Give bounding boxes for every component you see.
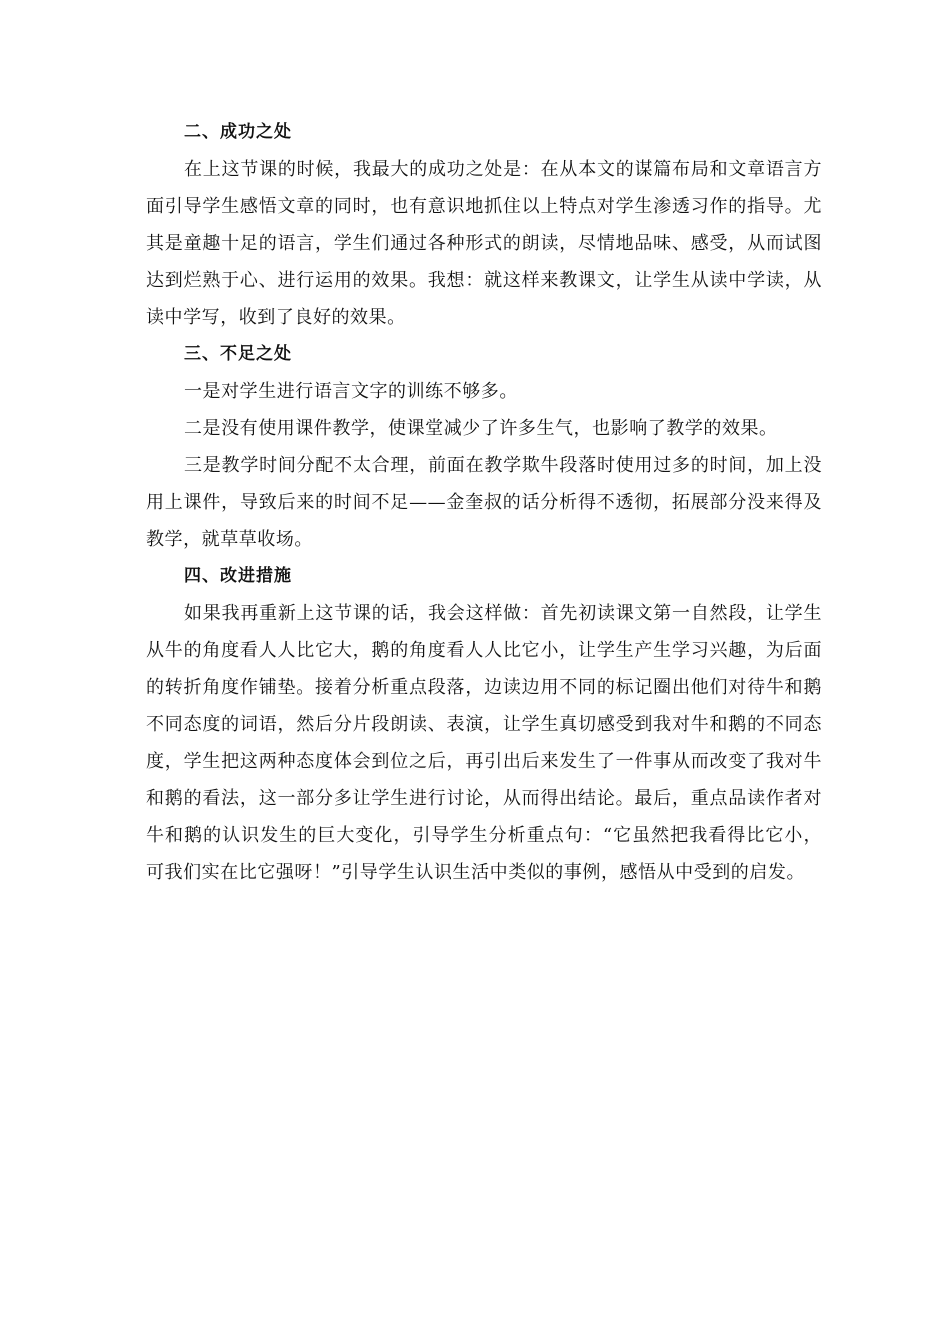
paragraph-shortcoming-3: 三是教学时间分配不太合理，前面在教学欺牛段落时使用过多的时间，加上没用上课件，导致后来的时间不足——金奎叔的话分析得不透彻，拓展部分没来得及教学，就草草收场。	[146, 455, 822, 550]
paragraph-improvements: 如果我再重新上这节课的话，我会这样做：首先初读课文第一自然段，让学生从牛的角度看人人比它大，鹅的角度看人人比它小，让学生产生学习兴趣，为后面的转折角度作铺垫。接着分析重点段落，边读边用不同的标记圈出他们对待牛和鹅不同态度的词语，然后分片段朗读、表演，让学生真切感受到我对牛和鹅的不同态度，学生把这两种态度体会到位之后，再引出后来发生了一件事从而改变了我对牛和鹅的看法，这一部分多让学生进行讨论，从而得出结论。最后，重点品读作者对牛和鹅的认识发生的巨大变化，引导学生分析重点句：“它虽然把我看得比它小，可我们实在比它强呀！”引导学生认识生活中类似的事例，感悟从中受到的启发。	[146, 603, 822, 883]
section-heading-improvements: 四、改进措施	[184, 566, 292, 586]
paragraph-shortcoming-2: 二是没有使用课件教学，使课堂减少了许多生气，也影响了教学的效果。	[184, 418, 778, 439]
section-heading-success: 二、成功之处	[184, 122, 292, 142]
document-page	[146, 114, 822, 891]
paragraph-success: 在上这节课的时候，我最大的成功之处是：在从本文的谋篇布局和文章语言方面引导学生感悟文章的同时，也有意识地抓住以上特点对学生渗透习作的指导。尤其是童趣十足的语言，学生们通过各种形式的朗读，尽情地品味、感受，从而试图达到烂熟于心、进行运用的效果。我想：就这样来教课文，让学生从读中学读，从读中学写，收到了良好的效果。	[146, 159, 822, 328]
paragraph-shortcoming-1: 一是对学生进行语言文字的训练不够多。	[184, 381, 518, 402]
section-heading-shortcomings: 三、不足之处	[184, 344, 292, 364]
